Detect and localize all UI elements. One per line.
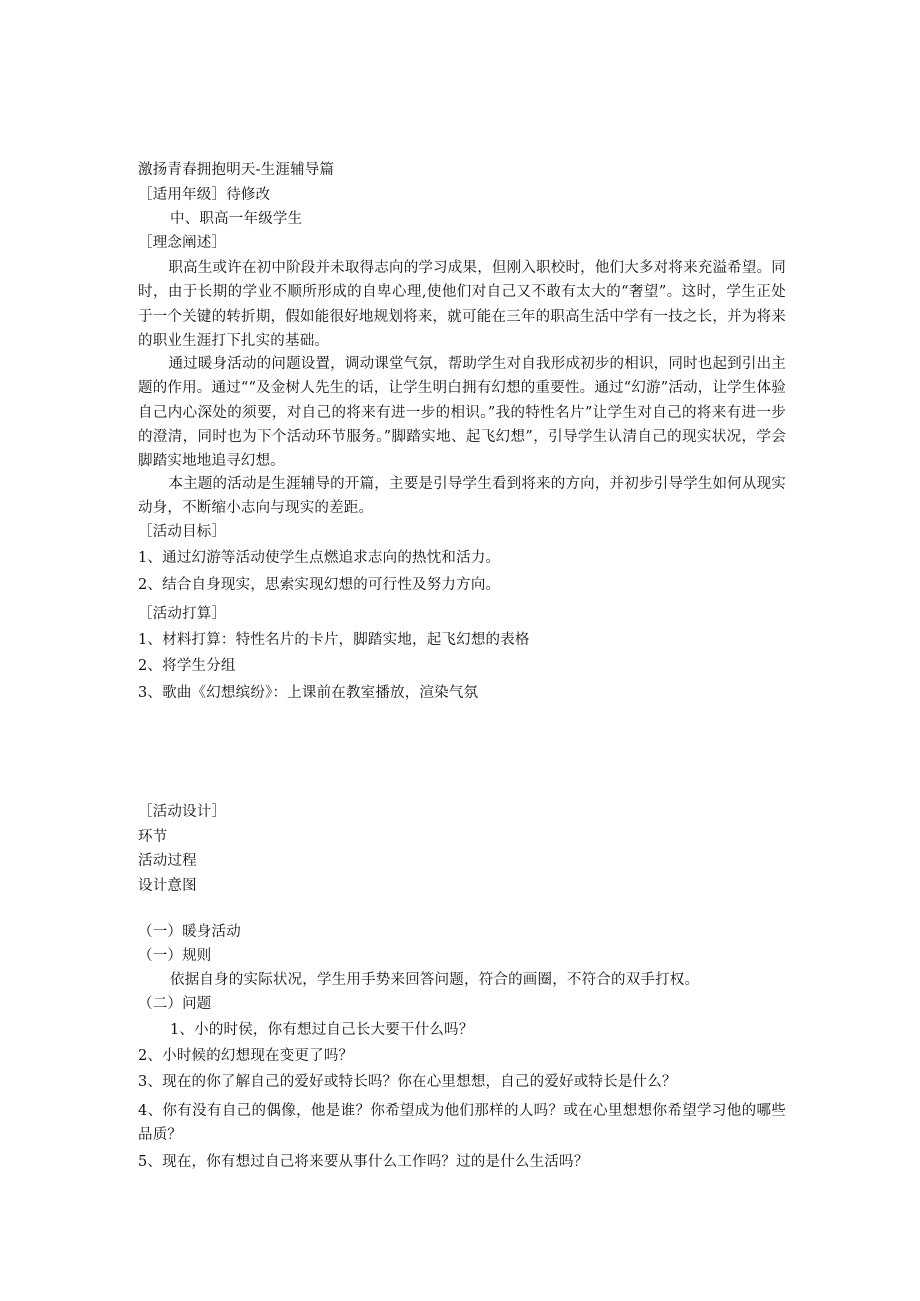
- question-item: 3、现在的你了解自己的爱好或特长吗？你在心里想想，自己的爱好或特长是什么？: [138, 1074, 677, 1090]
- concept-paragraph-2: 通过暖身活动的问题设置，调动课堂气氛，帮助学生对自我形成初步的相识，同时也起到引出主题的作用。通过““及金树人先生的话，让学生明白拥有幻想的重要性。通过“幻游”活动，让学生体验自己内心深处的须要，对自己的将来有进一步的相识。”我的特性名片”让学生对自己的将来有进一步的澄清，同时也为下个活动环节服务。”脚踏实地、起飞幻想”，引导学生认清自己的现实状况，学会脚踏实地地追寻幻想。: [138, 356, 786, 470]
- design-column-stage: 环节: [138, 829, 168, 845]
- question-item: 1、小的时侯，你有想过自己长大要干什么吗？: [170, 1022, 474, 1038]
- warmup-heading: （一）暖身活动: [138, 924, 241, 940]
- document-title: 激扬青春拥抱明天-生涯辅导篇: [138, 162, 335, 178]
- rules-text: 依据自身的实际状况，学生用手势来回答问题，符合的画圈，不符合的双手打权。: [170, 972, 700, 988]
- questions-heading: （二）问题: [138, 996, 212, 1012]
- question-item: 2、小时候的幻想现在变更了吗？: [138, 1048, 354, 1064]
- prep-item: 1、材料打算：特性名片的卡片，脚踏实地，起飞幻想的表格: [138, 632, 530, 648]
- question-item: 5、现在，你有想过自己将来要从事什么工作吗？过的是什么生活吗？: [138, 1154, 589, 1170]
- prep-item: 2、将学生分组: [138, 658, 236, 674]
- question-item: 4、你有没有自己的偶像，他是谁？你希望成为他们那样的人吗？或在心里想想你希望学习他的哪些品质？: [138, 1103, 786, 1143]
- concept-paragraph-1: 职高生或许在初中阶段并未取得志向的学习成果，但刚入职校时，他们大多对将来充溢希望。同时，由于长期的学业不顺所形成的自卑心理,使他们对自己又不敢有太大的“奢望”。这时，学生正处于一个关键的转折期，假如能很好地规划将来，就可能在三年的职高生活中学有一技之长，并为将来的职业生涯打下扎实的基础。: [138, 260, 786, 349]
- design-heading: ［活动设计］: [138, 804, 227, 820]
- concept-paragraph-3: 本主题的活动是生涯辅导的开篇，主要是引导学生看到将来的方向，并初步引导学生如何从现实动身，不断缩小志向与现实的差距。: [138, 476, 786, 517]
- concept-heading: ［理念阐述］: [138, 235, 227, 251]
- goal-item: 1、通过幻游等活动使学生点燃追求志向的热忱和活力。: [138, 550, 501, 566]
- prep-item: 3、歌曲《幻想缤纷》：上课前在教室播放，渲染气氛: [138, 685, 479, 701]
- goals-heading: ［活动目标］: [138, 524, 227, 540]
- grade-heading: ［适用年级］待修改: [138, 187, 271, 203]
- rules-heading: （一）规则: [138, 948, 212, 964]
- prep-heading: ［活动打算］: [138, 606, 227, 622]
- grade-value: 中、职高一年级学生: [170, 211, 303, 227]
- goal-item: 2、结合自身现实，思索实现幻想的可行性及努力方向。: [138, 577, 501, 593]
- design-column-process: 活动过程: [138, 853, 197, 869]
- design-column-intent: 设计意图: [138, 878, 197, 894]
